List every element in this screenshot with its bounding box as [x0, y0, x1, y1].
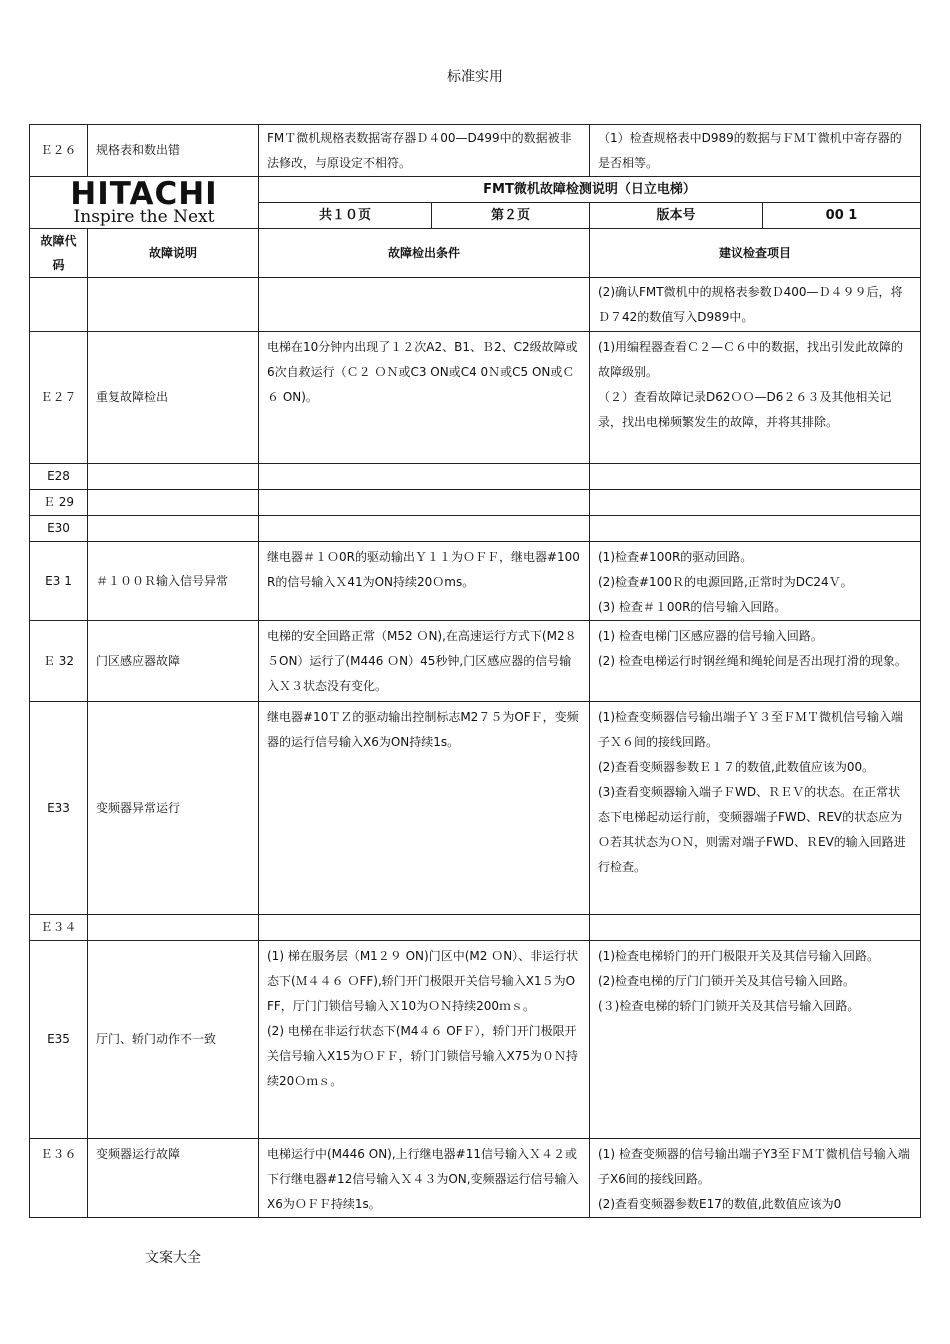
fault-code: Ｅ２６ [30, 125, 88, 177]
fault-code: E35 [30, 941, 88, 1139]
fault-condition: (1) 梯在服务层（M1２９ ON)门区中(M2 ＯN）、非运行状态下(Ｍ４４６ ＯFF),轿门开门极限开关信号输入X1５为OFF，厅门门锁信号输入Ｘ10为ＯＮ持续200ｍｓ。 (2) 电梯在非运行状态下(M4４６ OFＦ），轿门开门极限开关信号输入X15为ＯＦＦ，轿门门锁信号输入X75为０Ｎ持续20Ｏｍｓ。 [259, 941, 590, 1139]
page-number: 第２页 [432, 203, 590, 229]
fault-condition: FMＴ微机规格表数据寄存器Ｄ４00—D499中的数据被非法修改，与原设定不相符。 [259, 125, 590, 177]
fault-desc: 变频器运行故障 [88, 1139, 259, 1218]
hitachi-logo: HITACHI Inspire the Next [30, 177, 259, 229]
fault-advice: (1) 检查变频器的信号输出端子Y3至ＦＭＴ微机信号输入端子X6间的接线回路。 (2)查看变频器参数E17的数值,此数值应该为0 [590, 1139, 921, 1218]
doc-title-row [30, 177, 921, 203]
page-header: 标准实用 [447, 69, 503, 85]
fault-condition: 电梯在10分钟内出现了１２次A2、B1、Ｂ2、C2级故障或6次自救运行（Ｃ２ ＯＮ或C3 ON或C4 0Ｎ或C5 ON或Ｃ６ ON)。 [259, 332, 590, 464]
fault-code: E28 [30, 464, 88, 490]
fault-row-e31 [30, 542, 921, 621]
total-pages: 共１０页 [259, 203, 432, 229]
fault-row-e28 [30, 464, 921, 490]
fault-desc [88, 278, 259, 332]
fault-condition: 继电器#10ＴＺ的驱动输出控制标志M2７５为OFＦ，变频器的运行信号输入X6为ON持续1s。 [259, 702, 590, 915]
fault-condition [259, 278, 590, 332]
fault-desc: 重复故障检出 [88, 332, 259, 464]
fault-row-e36 [30, 1139, 921, 1218]
fault-desc: 门区感应器故障 [88, 621, 259, 702]
fault-row-e26 [30, 125, 921, 177]
version-value: 00 1 [763, 203, 921, 229]
fault-advice: （1）检查规格表中D989的数据与ＦＭＴ微机中寄存器的是否相等。 [590, 125, 921, 177]
fault-code: Ｅ３６ [30, 1139, 88, 1218]
fault-condition: 电梯运行中(M446 ON),上行继电器#11信号输入Ｘ４２或下行继电器#12信号输入Ｘ４３为ON,变频器运行信号输入X6为ＯＦＦ持续1s。 [259, 1139, 590, 1218]
fault-row-e32 [30, 621, 921, 702]
fault-row-e34 [30, 915, 921, 941]
fault-row-e33 [30, 702, 921, 915]
col-code-header: 故障代码 [30, 229, 88, 278]
fault-code: Ｅ３４ [30, 915, 88, 941]
fault-condition: 继电器＃１Ｏ0R的驱动输出Ｙ１１为ＯＦＦ，继电器#100R的信号输入Ｘ41为ON持续20Ｏms。 [259, 542, 590, 621]
fault-row-e30 [30, 516, 921, 542]
fault-advice: (2)确认FMT微机中的规格表参数Ｄ400—Ｄ４９９后，将Ｄ７42的数值写入D989中。 [590, 278, 921, 332]
fault-advice [590, 464, 921, 490]
fault-advice: (1)检查#100R的驱动回路。 (2)检查#100Ｒ的电源回路,正常时为DC24Ｖ。 (3) 检查＃１00R的信号输入回路。 [590, 542, 921, 621]
fault-condition [259, 490, 590, 516]
fault-code: E33 [30, 702, 88, 915]
fault-desc: 厅门、轿门动作不一致 [88, 941, 259, 1139]
col-advice-header: 建议检查项目 [590, 229, 921, 278]
fault-desc [88, 490, 259, 516]
fault-desc: 规格表和数出错 [88, 125, 259, 177]
fault-condition [259, 915, 590, 941]
fault-advice [590, 516, 921, 542]
column-header-row [30, 229, 921, 278]
fault-desc: ＃１００Ｒ输入信号异常 [88, 542, 259, 621]
fault-row-continuation [30, 278, 921, 332]
fault-row-e35 [30, 941, 921, 1139]
fault-code [30, 278, 88, 332]
doc-title: FMT微机故障检测说明（日立电梯） [259, 177, 921, 203]
fault-row-e27 [30, 332, 921, 464]
fault-code: Ｅ 29 [30, 490, 88, 516]
fault-advice: (1)检查电梯轿门的开门极限开关及其信号输入回路。 (2)检查电梯的厅门门锁开关及其信号输入回路。 (３)检查电梯的轿门门锁开关及其信号输入回路。 [590, 941, 921, 1139]
page-footer: 文案大全 [145, 1250, 201, 1266]
fault-code: Ｅ２７ [30, 332, 88, 464]
fault-advice: (1)用编程器查看Ｃ２—Ｃ６中的数据，找出引发此故障的故障级别。 （２）查看故障记录D62ＯＯ—D6２６３及其他相关记录，找出电梯频繁发生的故障，并将其排除。 [590, 332, 921, 464]
fault-table [29, 124, 921, 1218]
fault-row-e29 [30, 490, 921, 516]
fault-advice: (1)检查变频器信号输出端子Ｙ３至ＦＭＴ微机信号输入端子Ｘ６间的接线回路。 (2)查看变频器参数Ｅ１７的数值,此数值应该为00。 (3)查看变频器输入端子ＦWD、ＲＥＶ的状态。在正常状态下电梯起动运行前，变频器端子FWD、REV的状态应为Ｏ若其状态为ＯＮ，则需对端子FWD、ＲEV的输入回路进行检查。 [590, 702, 921, 915]
fault-condition: 电梯的安全回路正常（M52 ＯN),在高速运行方式下(M2８５ON）运行了(M446 ＯN）45秒钟,门区感应器的信号输入Ｘ３状态没有变化。 [259, 621, 590, 702]
fault-condition [259, 516, 590, 542]
fault-code: Ｅ 32 [30, 621, 88, 702]
col-condition-header: 故障检出条件 [259, 229, 590, 278]
version-label: 版本号 [590, 203, 763, 229]
fault-advice [590, 915, 921, 941]
fault-advice: (1) 检查电梯门区感应器的信号输入回路。 (2) 检查电梯运行时钢丝绳和绳轮间是否出现打滑的现象。 [590, 621, 921, 702]
fault-code: E3 1 [30, 542, 88, 621]
fault-condition [259, 464, 590, 490]
fault-desc: 变频器异常运行 [88, 702, 259, 915]
fault-code: E30 [30, 516, 88, 542]
fault-desc [88, 464, 259, 490]
fault-desc [88, 516, 259, 542]
col-desc-header: 故障说明 [88, 229, 259, 278]
fault-desc [88, 915, 259, 941]
fault-advice [590, 490, 921, 516]
